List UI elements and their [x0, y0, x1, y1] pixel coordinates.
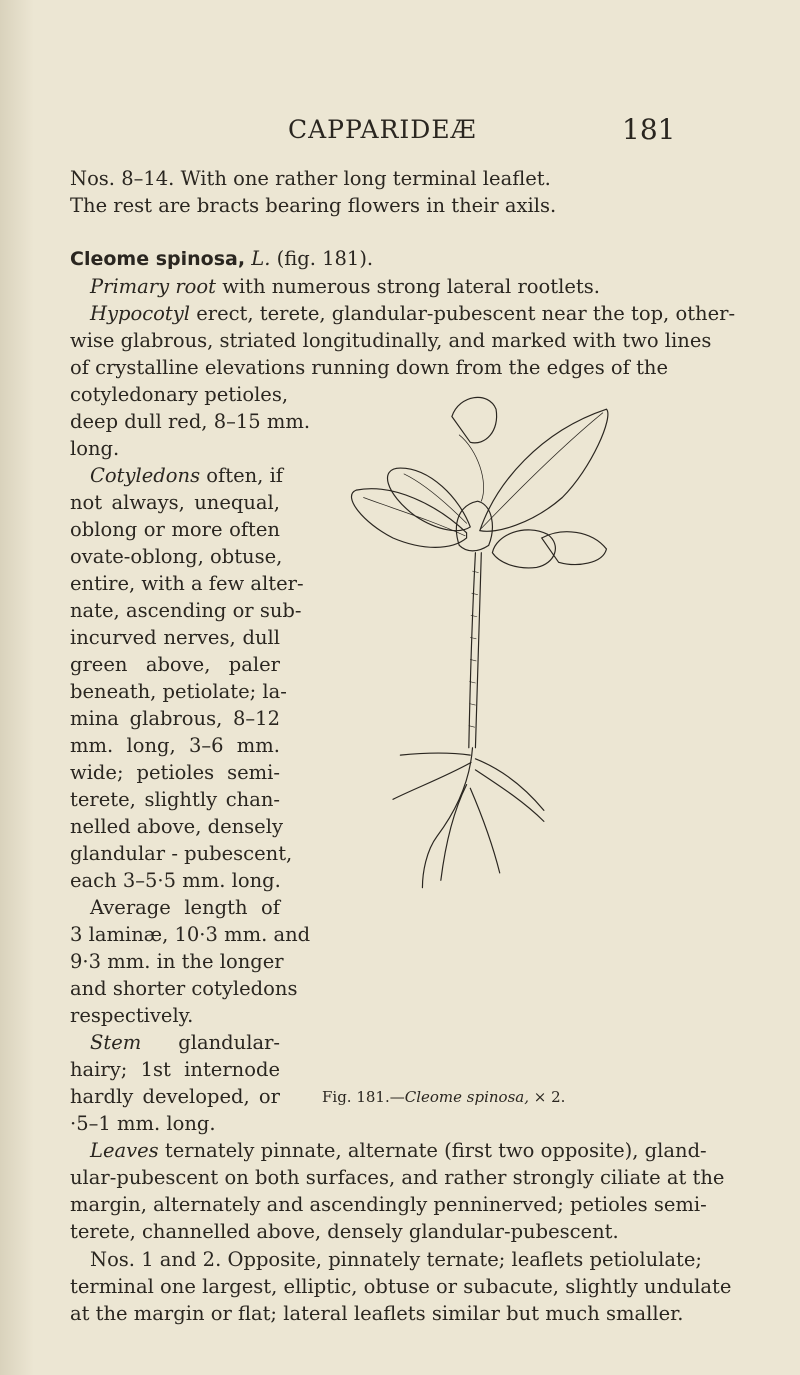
hypocotyl [469, 553, 482, 748]
cotyledons-line-12: wide; petioles semi- [70, 761, 280, 784]
nos-1-2-line-3: at the margin or flat; lateral leaflets similar but much smaller. [70, 1302, 684, 1325]
cotyledons-line-4: ovate-oblong, obtuse, [70, 545, 283, 568]
primary-root-term: Primary root [90, 275, 216, 298]
cotyledons-line-2: not always, unequal, [70, 491, 280, 514]
page-edge-shadow [0, 0, 34, 1375]
stem-line-4: ·5–1 mm. long. [70, 1112, 216, 1135]
lateral-rootlet-right [475, 759, 543, 811]
hypocotyl-line-6: long. [70, 437, 120, 460]
cotyledons-line-3: oblong or more often [70, 518, 280, 541]
cotyledons-line-7: incurved nerves, dull [70, 626, 280, 649]
hypocotyl-line-3: of crystalline elevations running down from the edges of the [70, 356, 669, 379]
running-head: CAPPARIDEÆ [288, 115, 477, 144]
cotyledons-line-19: 9·3 mm. in the longer [70, 950, 284, 973]
leaves-line-2: ular-pubescent on both surfaces, and rather strongly ciliate at the [70, 1166, 725, 1189]
lateral-rootlet-lower [441, 785, 467, 881]
cotyledons-line-15: glandular - pubescent, [70, 842, 293, 865]
cotyledons-line-9: beneath, petiolate; la- [70, 680, 287, 703]
lateral-rootlet-left [393, 763, 471, 800]
page-header [0, 115, 800, 155]
hypocotyl-line-4: cotyledonary petioles, [70, 383, 289, 406]
cotyledons-line-5: entire, with a few alter- [70, 572, 304, 595]
left-cotyledon [351, 489, 466, 548]
leaves-line-3: margin, alternately and ascendingly penninerved; petioles semi- [70, 1193, 707, 1216]
primary-root-paragraph [90, 273, 688, 301]
leaves-term: Leaves [90, 1139, 159, 1162]
species-name: Cleome spinosa, [70, 248, 246, 270]
primary-root-text: with numerous strong lateral rootlets. [222, 275, 600, 298]
hypocotyl-line-1: Hypocotyl erect, terete, glandular-pubescent near the top, other- [90, 302, 736, 325]
cotyledons-line-10: mina glabrous, 8–12 [70, 707, 280, 730]
page-number: 181 [622, 113, 676, 146]
primary-root [422, 748, 472, 888]
lateral-rootlet-lower-right [470, 788, 499, 873]
stem-line-1: Stem glandular- [90, 1031, 280, 1054]
cotyledons-line-20: and shorter cotyledons [70, 977, 298, 1000]
hypocotyl-line-2: wise glabrous, striated longitudinally, and marked with two lines [70, 329, 712, 352]
cotyledons-line-6: nate, ascending or sub- [70, 599, 302, 622]
hypocotyl-line-5: deep dull red, 8–15 mm. [70, 410, 311, 433]
species-authority: L. [251, 247, 271, 270]
figure-caption: Fig. 181.—Cleome spinosa, × 2. [322, 1088, 566, 1106]
cotyledons-line-8: green above, paler [70, 653, 280, 676]
cotyledons-line-17: Average length of [90, 896, 280, 919]
cotyledons-line-16: each 3–5·5 mm. long. [70, 869, 281, 892]
seedling-illustration [300, 365, 670, 895]
leaves-line-1: Leaves ternately pinnate, alternate (first two opposite), gland- [90, 1139, 707, 1162]
intro-line-1: Nos. 8–14. With one rather long terminal leaflet. [70, 167, 551, 190]
nos-1-2-line-2: terminal one largest, elliptic, obtuse or subacute, slightly undulate [70, 1275, 732, 1298]
leaves-line-4: terete, channelled above, densely glandular-pubescent. [70, 1220, 619, 1243]
cotyledons-line-1: Cotyledons often, if [90, 464, 284, 487]
species-figref: (fig. 181). [276, 247, 374, 270]
stem-line-3: hardly developed, or [70, 1085, 280, 1108]
cotyledons-line-18: 3 laminæ, 10·3 mm. and [70, 923, 311, 946]
intro-line-2: The rest are bracts bearing flowers in their axils. [70, 194, 557, 217]
cotyledons-line-11: mm. long, 3–6 mm. [70, 734, 280, 757]
stem-term: Stem [90, 1031, 142, 1054]
right-leaf [480, 409, 608, 531]
cotyledons-line-21: respectively. [70, 1004, 194, 1027]
nos-1-2-line-1: Nos. 1 and 2. Opposite, pinnately ternate; leaflets petiolulate; [90, 1248, 702, 1271]
hypocotyl-term: Hypocotyl [90, 302, 190, 325]
species-heading [70, 245, 668, 274]
cotyledons-line-14: nelled above, densely [70, 815, 283, 838]
lateral-rootlet-upper-left [400, 753, 470, 755]
cotyledons-term: Cotyledons [90, 464, 201, 487]
cotyledons-line-13: terete, slightly chan- [70, 788, 280, 811]
stem-line-2: hairy; 1st internode [70, 1058, 280, 1081]
